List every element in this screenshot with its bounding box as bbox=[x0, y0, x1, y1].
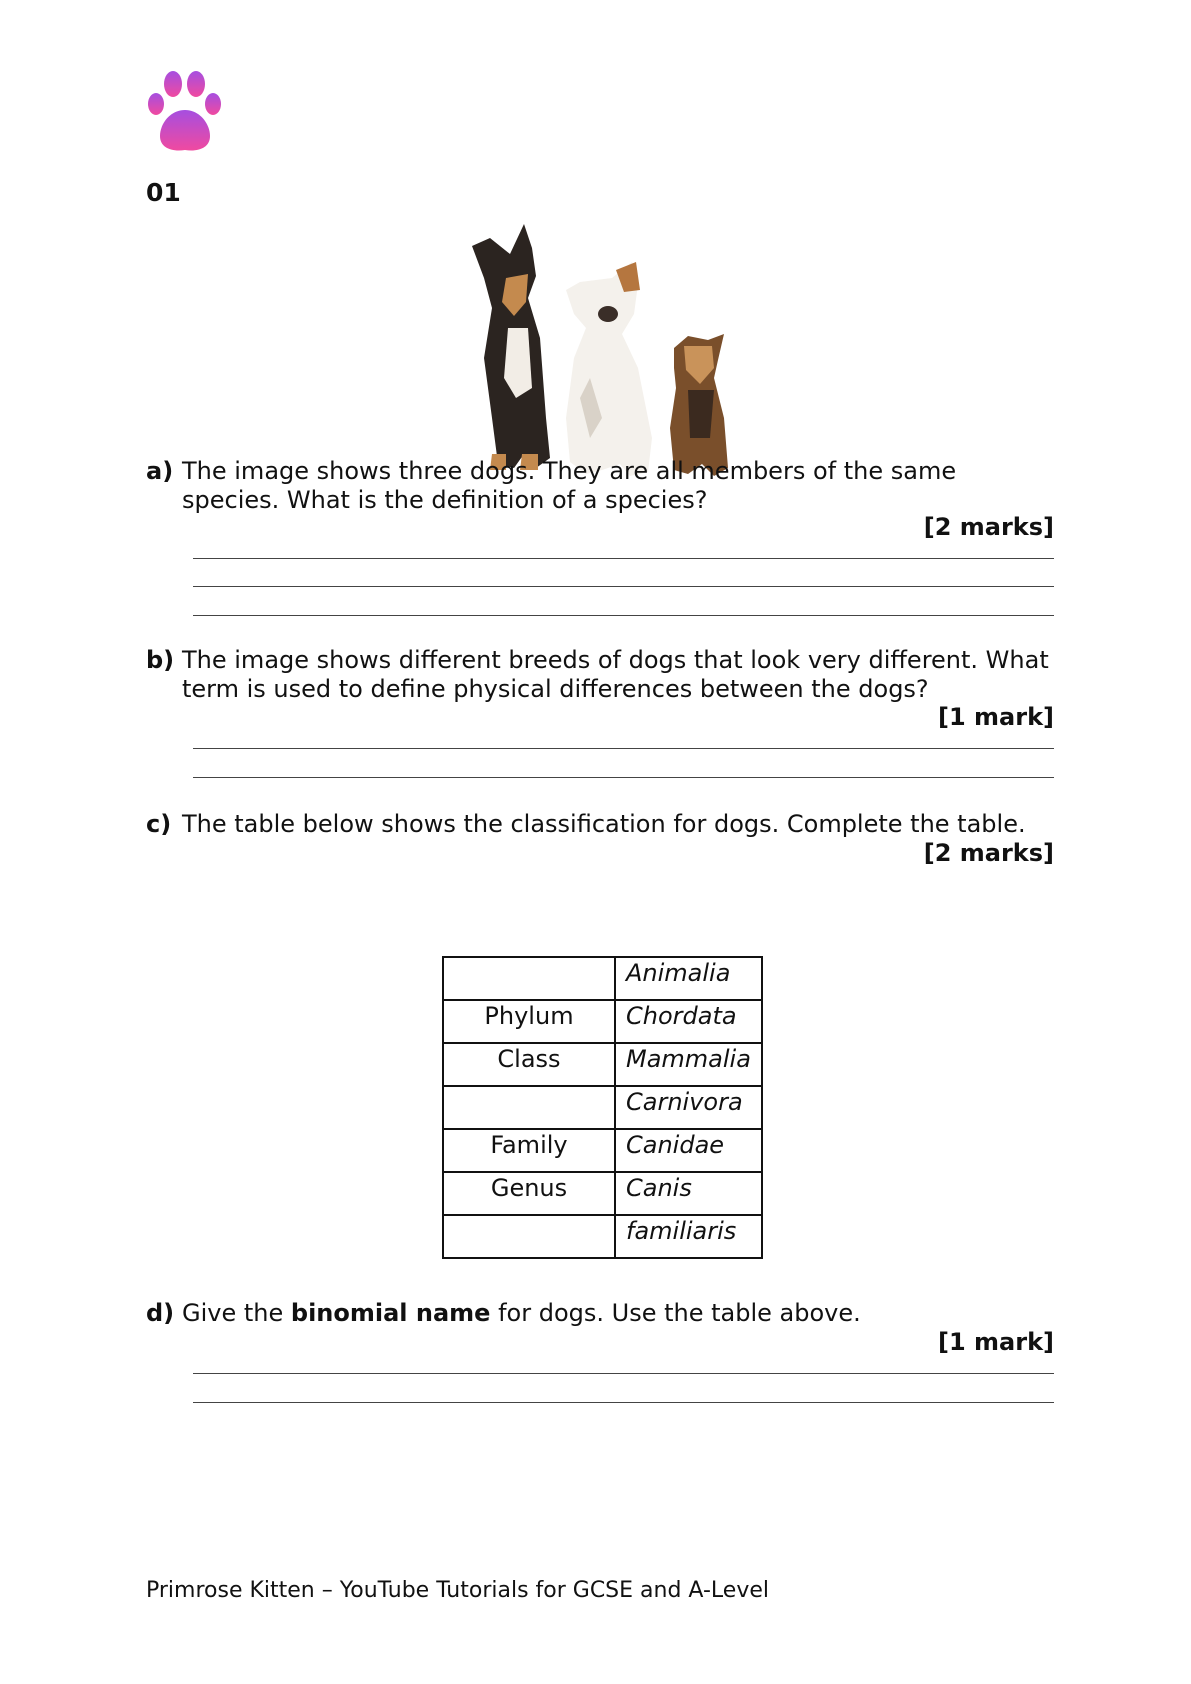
table-row bbox=[443, 1129, 762, 1172]
question-d-letter: d) bbox=[146, 1299, 175, 1327]
taxon-cell: Canidae bbox=[615, 1129, 762, 1172]
question-b bbox=[146, 646, 1055, 704]
answer-line[interactable] bbox=[193, 748, 1054, 749]
classification-table bbox=[442, 956, 763, 1259]
question-a-marks: [2 marks] bbox=[923, 513, 1054, 541]
taxon-cell: Canis bbox=[615, 1172, 762, 1215]
answer-line[interactable] bbox=[193, 777, 1054, 778]
rank-cell: Class bbox=[443, 1043, 615, 1086]
dog-3-shape bbox=[670, 334, 728, 476]
rank-cell: Phylum bbox=[443, 1000, 615, 1043]
question-d-text bbox=[182, 1299, 1055, 1328]
question-c bbox=[146, 810, 1055, 839]
table-row bbox=[443, 1000, 762, 1043]
question-a bbox=[146, 457, 1055, 515]
rank-cell: Family bbox=[443, 1129, 615, 1172]
table-row bbox=[443, 1172, 762, 1215]
rank-cell[interactable] bbox=[443, 1086, 615, 1129]
question-d-marks: [1 mark] bbox=[938, 1328, 1054, 1356]
answer-line[interactable] bbox=[193, 558, 1054, 559]
rank-cell: Genus bbox=[443, 1172, 615, 1215]
question-a-text: The image shows three dogs. They are all members of the same species. What is the definition of a species? bbox=[182, 457, 957, 514]
taxon-cell: Animalia bbox=[615, 957, 762, 1000]
question-d bbox=[146, 1299, 1055, 1328]
question-number: 01 bbox=[146, 178, 181, 207]
answer-line[interactable] bbox=[193, 1402, 1054, 1403]
rank-cell[interactable] bbox=[443, 1215, 615, 1258]
three-dogs-photo bbox=[462, 218, 750, 482]
footer-text: Primrose Kitten – YouTube Tutorials for GCSE and A-Level bbox=[146, 1578, 769, 1603]
table-row bbox=[443, 1215, 762, 1258]
answer-line[interactable] bbox=[193, 1373, 1054, 1374]
question-b-text: The image shows different breeds of dogs that look very different. What term is used to define physical differences between the dogs? bbox=[182, 646, 1049, 703]
question-b-letter: b) bbox=[146, 646, 175, 674]
paw-print-icon bbox=[146, 70, 224, 154]
question-d-text-before: Give the bbox=[182, 1299, 291, 1327]
question-c-text: The table below shows the classification for dogs. Complete the table. bbox=[182, 810, 1026, 838]
dog-1-shape bbox=[472, 224, 550, 470]
table-row bbox=[443, 1086, 762, 1129]
binomial-name-term: binomial name bbox=[290, 1299, 491, 1327]
taxon-cell: Chordata bbox=[615, 1000, 762, 1043]
answer-line[interactable] bbox=[193, 586, 1054, 587]
rank-cell[interactable] bbox=[443, 957, 615, 1000]
question-c-letter: c) bbox=[146, 810, 172, 838]
table-row bbox=[443, 957, 762, 1000]
question-d-text-after: for dogs. Use the table above. bbox=[490, 1299, 861, 1327]
answer-line[interactable] bbox=[193, 615, 1054, 616]
taxon-cell: familiaris bbox=[615, 1215, 762, 1258]
taxon-cell: Carnivora bbox=[615, 1086, 762, 1129]
question-b-marks: [1 mark] bbox=[938, 703, 1054, 731]
taxon-cell: Mammalia bbox=[615, 1043, 762, 1086]
dog-2-shape bbox=[566, 262, 652, 476]
question-a-letter: a) bbox=[146, 457, 174, 485]
question-c-marks: [2 marks] bbox=[923, 839, 1054, 867]
table-row bbox=[443, 1043, 762, 1086]
